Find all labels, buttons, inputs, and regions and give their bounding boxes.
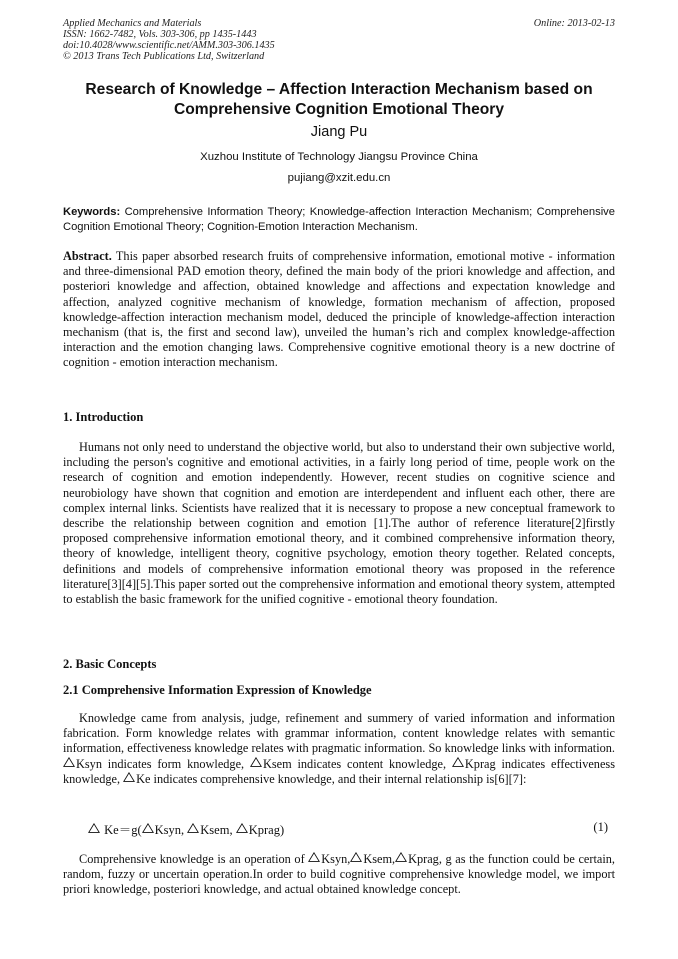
abstract-text: This paper absorbed research fruits of comprehensive information, emotional motive - information and three-dimensional PAD emotion theory, defined the main body of the priori knowledge and affection, and posteriori knowledge and affection, obtained knowledge and affections and expectation knowledge and affection, analyzed cognitive mechanism of knowledge, formation mechanism of affection, proposed knowledge-affection interaction mechanism model, deduced the principle of knowledge-affection interaction mechanism (that is, the first and second law), unveiled the human’s rich and complex knowledge-affection interaction and the emotion changing laws. Comprehensive cognitive emotional theory is a new doctrine of cognition - emotion interaction mechanism. bbox=[63, 249, 615, 370]
equation-text: Ksyn, bbox=[154, 823, 188, 837]
para-text: Kprag indicates effectiveness knowledge, bbox=[63, 756, 615, 786]
title-line-1: Research of Knowledge – Affection Interaction Mechanism based on bbox=[85, 81, 593, 98]
abstract bbox=[63, 249, 615, 371]
delta-icon bbox=[350, 852, 362, 862]
para-text: Ke indicates comprehensive knowledge, and their internal relationship is[6][7]: bbox=[136, 771, 527, 786]
para-text: Knowledge came from analysis, judge, refinement and summery of varied information and information fabrication. Form knowledge relates with grammar information, content knowledge relates with semantic information, effectiveness knowledge relates with pragmatic information. So knowledge links with information. bbox=[63, 711, 615, 756]
author-affiliation: Xuzhou Institute of Technology Jiangsu Province China bbox=[200, 151, 478, 163]
journal-header bbox=[63, 18, 443, 62]
para-text: Ksyn, bbox=[321, 852, 351, 866]
keywords-text: Comprehensive Information Theory; Knowledge-affection Interaction Mechanism; Comprehensive Cognition Emotional Theory; Cognition-Emotion Interaction Mechanism. bbox=[63, 206, 615, 233]
issn-line: ISSN: 1662-7482, Vols. 303-306, pp 1435-1443 bbox=[63, 29, 257, 40]
delta-icon bbox=[395, 852, 407, 862]
delta-icon bbox=[63, 757, 75, 767]
delta-icon bbox=[123, 772, 135, 782]
introduction-paragraph: Humans not only need to understand the objective world, but also to understand their own subjective world, including the person's cognitive and emotional activities, in a fairly long period of time, people work on the research of cognition and emotion independently. However, recent studies on cognitive science and neurobiology have shown that cognition and emotion are interdependent and influent each other, there are complex internal links. Scientists have realized that it is necessary to propose a new conceptual framework to describe the relationship between cognition and emotion [1].The author of reference literature[2]firstly proposed comprehensive information emotional theory, and it combined comprehensive information theory, theory of knowledge, intelligent theory, cognitive psychology, emotion theory together. Related concepts, definitions and models of comprehensive information emotional theory was proposed in the reference literature[3][4][5].This paper sorted out the comprehensive information and emotional theory system, attempted to establish the basic framework for the unified cognitive - emotional theory foundation. bbox=[63, 440, 615, 607]
para-text: Ksyn indicates form knowledge, bbox=[76, 756, 250, 771]
delta-icon bbox=[308, 852, 320, 862]
copyright-line: © 2013 Trans Tech Publications Ltd, Switzerland bbox=[63, 51, 265, 62]
para-text: Comprehensive knowledge is an operation of bbox=[79, 852, 309, 866]
equation-text: Ksem, bbox=[200, 823, 236, 837]
paper-title bbox=[63, 80, 615, 120]
equation-number: (1) bbox=[593, 820, 608, 834]
para-text: Ksem indicates content knowledge, bbox=[262, 756, 452, 771]
para-text: Kprag, g as the function could be certain, random, fuzzy or uncertain operation.In order to build cognitive comprehensive knowledge model, we import priori knowledge, posteriori knowledge, and actual obtained knowledge concept. bbox=[63, 852, 615, 897]
journal-name: Applied Mechanics and Materials bbox=[63, 18, 202, 29]
author-name: Jiang Pu bbox=[310, 124, 368, 140]
equation-text: Ke＝g( bbox=[101, 823, 142, 837]
title-line-2: Comprehensive Cognition Emotional Theory bbox=[173, 101, 505, 118]
delta-icon bbox=[88, 823, 100, 833]
author-email: pujiang@xzit.edu.cn bbox=[287, 172, 391, 184]
section-heading-basic-concepts: 2. Basic Concepts bbox=[63, 657, 157, 671]
online-date: Online: 2013-02-13 bbox=[533, 18, 615, 29]
keywords bbox=[63, 205, 615, 235]
delta-icon bbox=[187, 823, 199, 833]
equation-1 bbox=[88, 820, 284, 838]
knowledge-paragraph bbox=[63, 711, 615, 787]
delta-icon bbox=[250, 757, 262, 767]
equation-text: Kprag) bbox=[248, 823, 285, 837]
abstract-label: Abstract. bbox=[63, 249, 112, 263]
comprehensive-knowledge-paragraph bbox=[63, 852, 615, 898]
delta-icon bbox=[452, 757, 464, 767]
para-text: Ksem, bbox=[363, 852, 396, 866]
section-heading-introduction: 1. Introduction bbox=[63, 410, 144, 424]
keywords-label: Keywords: bbox=[63, 206, 121, 218]
doi-line: doi:10.4028/www.scientific.net/AMM.303-306.1435 bbox=[63, 40, 275, 51]
delta-icon bbox=[142, 823, 154, 833]
subsection-heading-knowledge-expression: 2.1 Comprehensive Information Expression of Knowledge bbox=[63, 683, 372, 697]
delta-icon bbox=[236, 823, 248, 833]
